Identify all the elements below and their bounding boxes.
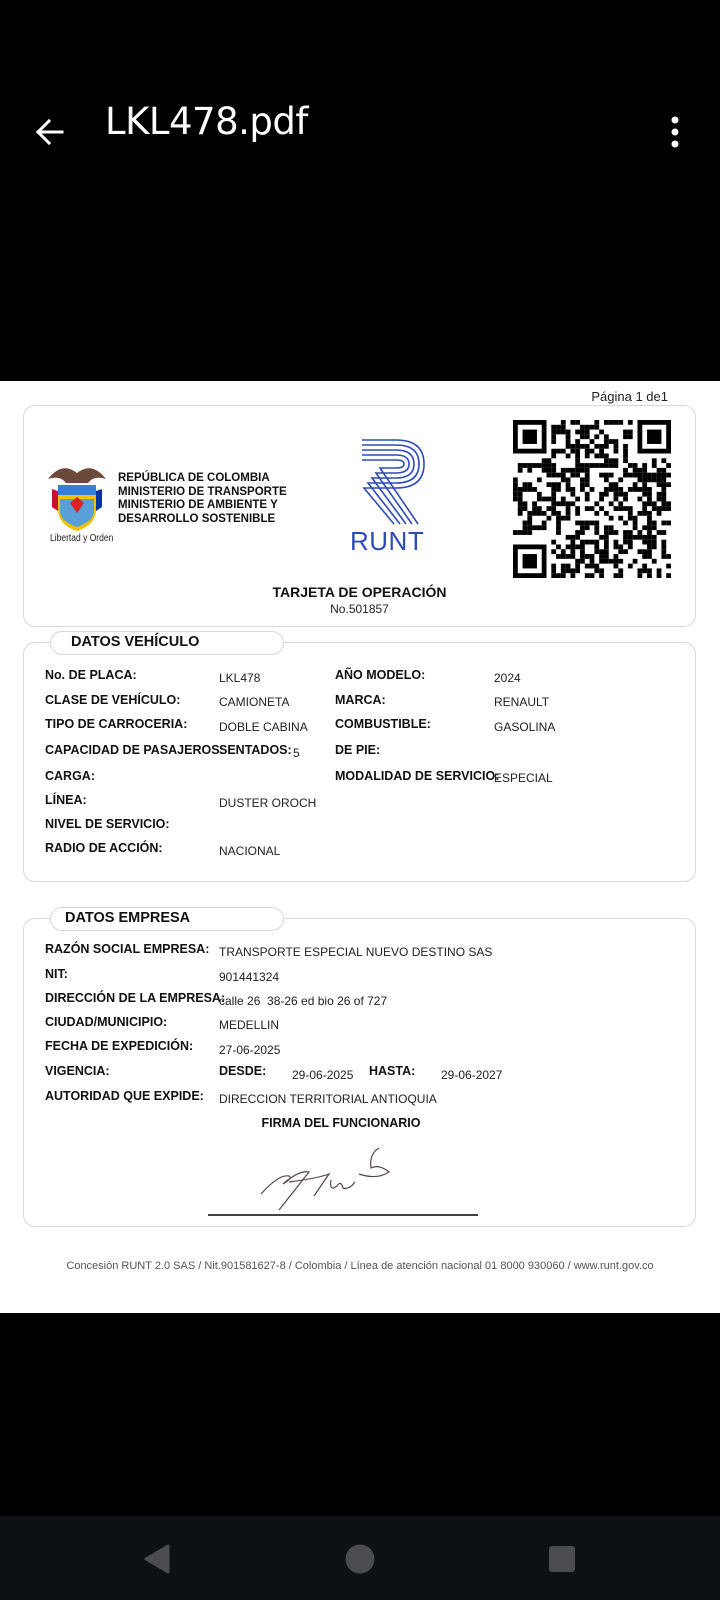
coat-of-arms-icon — [44, 461, 110, 533]
autoridad-label: AUTORIDAD QUE EXPIDE: — [45, 1089, 204, 1103]
carga-label: CARGA: — [45, 769, 95, 783]
modelo-value: 2024 — [494, 671, 521, 685]
marca-label: MARCA: — [335, 693, 386, 707]
desde-label: DESDE: — [219, 1064, 267, 1078]
carroceria-value: DOBLE CABINA — [219, 720, 308, 734]
company-data-section — [23, 910, 696, 1227]
government-line: MINISTERIO DE AMBIENTE Y — [118, 499, 278, 511]
modelo-label: AÑO MODELO: — [335, 668, 426, 682]
linea-label: LÍNEA: — [45, 793, 87, 807]
signature-line — [208, 1214, 478, 1216]
nav-back-icon — [142, 1542, 176, 1576]
pdf-page — [0, 381, 720, 1313]
vehicle-data-section — [23, 634, 696, 882]
nivel-label: NIVEL DE SERVICIO: — [45, 817, 170, 831]
government-entities — [118, 472, 287, 526]
capacidad-label: CAPACIDAD DE PASAJEROS: — [45, 743, 224, 757]
fecha-expedicion-label: FECHA DE EXPEDICIÓN: — [45, 1039, 194, 1053]
combustible-label: COMBUSTIBLE: — [335, 717, 431, 731]
de-pie-label: DE PIE: — [335, 743, 381, 757]
nav-back-button[interactable] — [142, 1542, 176, 1576]
modalidad-value: ESPECIAL — [494, 771, 553, 785]
hasta-value: 29-06-2027 — [441, 1068, 503, 1082]
direccion-value: calle 26 38-26 ed bio 26 of 727 — [219, 994, 388, 1008]
document-title: LKL478.pdf — [105, 100, 308, 143]
radio-value: NACIONAL — [219, 844, 281, 858]
government-line: REPÚBLICA DE COLOMBIA — [118, 472, 270, 484]
clase-value: CAMIONETA — [219, 695, 290, 709]
document-type-title: TARJETA DE OPERACIÓN — [272, 584, 447, 600]
fecha-expedicion-value: 27-06-2025 — [219, 1043, 281, 1057]
nav-home-icon — [343, 1542, 377, 1576]
autoridad-value: DIRECCION TERRITORIAL ANTIOQUIA — [219, 1092, 437, 1106]
qr-code[interactable] — [513, 420, 671, 578]
vigencia-label: VIGENCIA: — [45, 1064, 110, 1078]
direccion-label: DIRECCIÓN DE LA EMPRESA: — [45, 991, 226, 1005]
marca-value: RENAULT — [494, 695, 550, 709]
razon-social-value: TRANSPORTE ESPECIAL NUEVO DESTINO SAS — [219, 945, 493, 959]
runt-logo-icon — [354, 436, 434, 526]
modalidad-label: MODALIDAD DE SERVICIO: — [335, 769, 500, 783]
razon-social-label: RAZÓN SOCIAL EMPRESA: — [45, 942, 210, 956]
nav-recents-button[interactable] — [545, 1542, 579, 1576]
more-options-button[interactable] — [660, 112, 690, 152]
placa-value: LKL478 — [219, 671, 261, 685]
motto: Libertad y Orden — [50, 533, 114, 544]
back-button[interactable] — [30, 112, 70, 152]
nit-value: 901441324 — [219, 970, 280, 984]
app-bar — [0, 0, 720, 380]
clase-label: CLASE DE VEHÍCULO: — [45, 693, 181, 707]
arrow-left-icon — [30, 112, 70, 152]
carroceria-label: TIPO DE CARROCERIA: — [45, 717, 188, 731]
linea-value: DUSTER OROCH — [219, 796, 317, 810]
combustible-value: GASOLINA — [494, 720, 556, 734]
hasta-label: HASTA: — [369, 1064, 416, 1078]
section-title: DATOS VEHÍCULO — [71, 634, 200, 650]
ciudad-value: MEDELLIN — [219, 1018, 280, 1032]
government-line: DESARROLLO SOSTENIBLE — [118, 512, 276, 525]
page-indicator: Página 1 de1 — [591, 389, 668, 404]
system-nav-bar — [0, 1516, 720, 1600]
sentados-value: 5 — [293, 746, 300, 760]
radio-label: RADIO DE ACCIÓN: — [45, 841, 163, 855]
signature-image — [259, 1144, 399, 1216]
sentados-label: SENTADOS: — [219, 743, 292, 757]
section-tab — [50, 907, 284, 931]
nit-label: NIT: — [45, 967, 68, 981]
document-number: No.501857 — [330, 602, 389, 616]
runt-logo-text: RUNT — [350, 526, 425, 556]
nav-home-button[interactable] — [343, 1542, 377, 1576]
section-title: DATOS EMPRESA — [65, 910, 191, 926]
signature-label: FIRMA DEL FUNCIONARIO — [261, 1116, 421, 1130]
more-vert-icon — [660, 112, 690, 152]
placa-label: No. DE PLACA: — [45, 668, 137, 682]
desde-value: 29-06-2025 — [292, 1068, 354, 1082]
section-tab — [50, 631, 284, 655]
government-line: MINISTERIO DE TRANSPORTE — [118, 485, 287, 498]
nav-recents-icon — [545, 1542, 579, 1576]
document-footer: Concesión RUNT 2.0 SAS / Nit.901581627-8 / Colombia / Línea de atención nacional 01 8000 930060 / www.runt.gov.co — [66, 1260, 654, 1272]
document-header — [23, 405, 696, 627]
ciudad-label: CIUDAD/MUNICIPIO: — [45, 1015, 168, 1029]
